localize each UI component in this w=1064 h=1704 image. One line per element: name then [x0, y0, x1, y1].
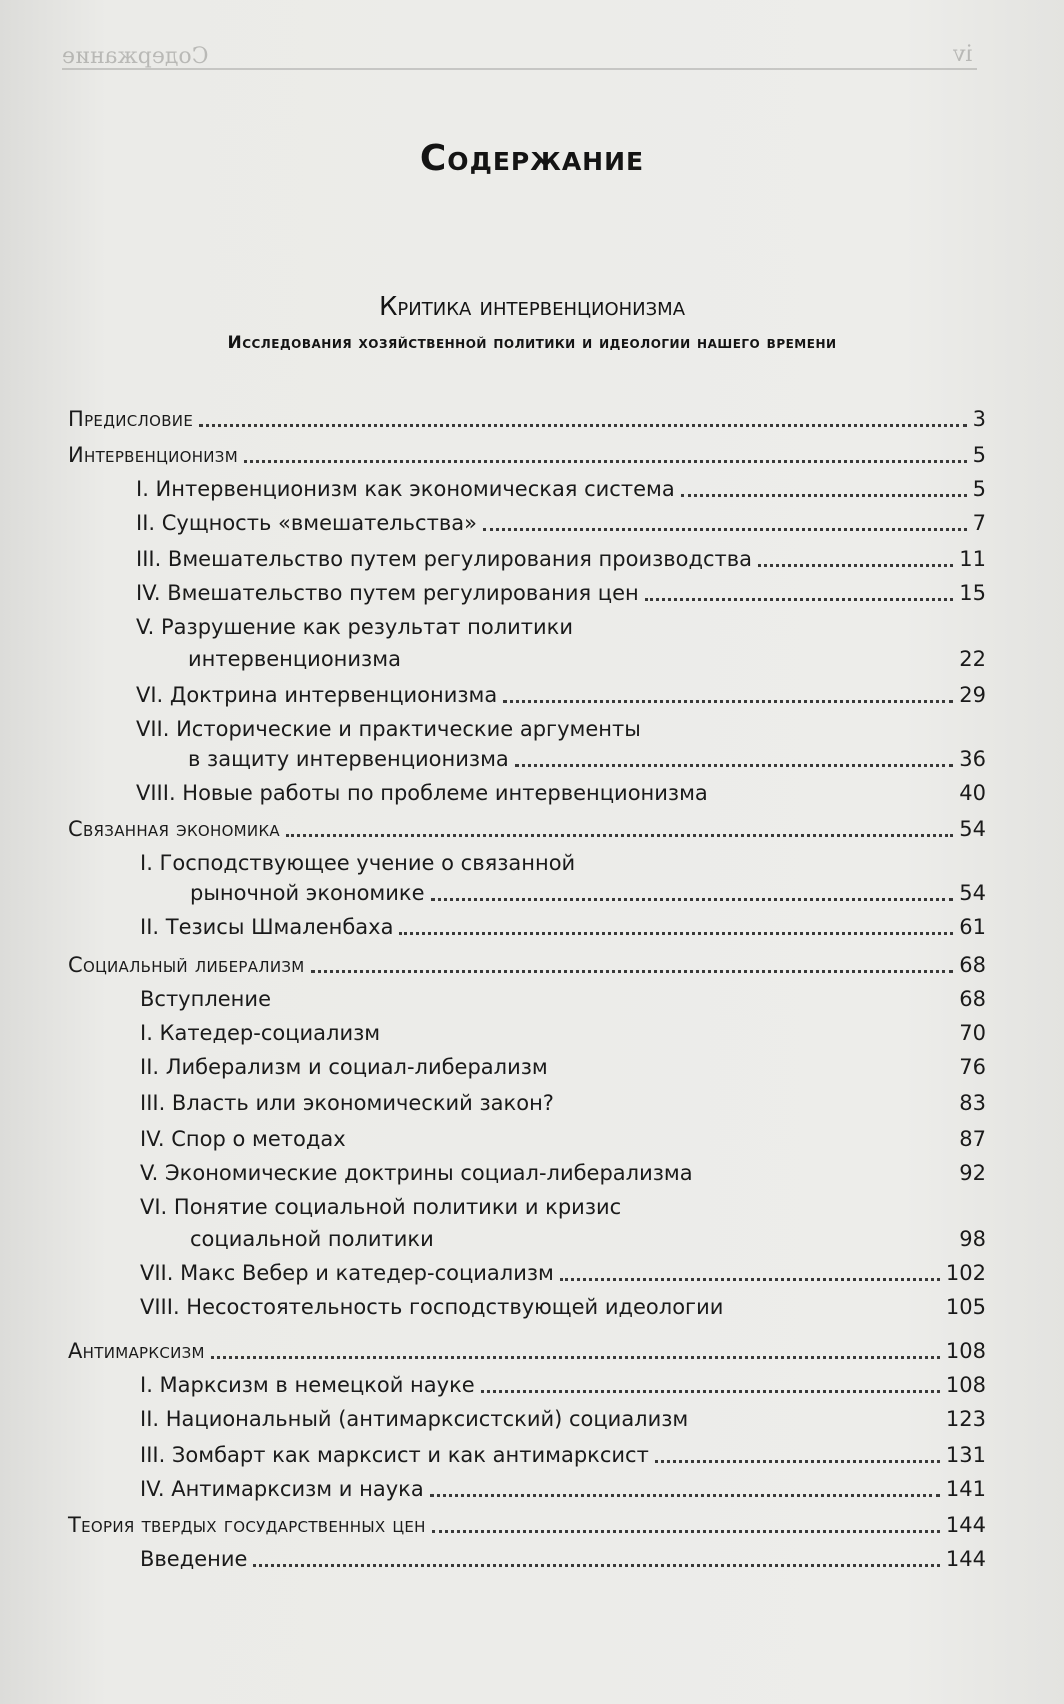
- toc-label: VIII. Новые работы по проблеме интервенционизма: [136, 781, 708, 805]
- toc-entry-first-line[interactable]: V. Разрушение как результат политики: [136, 615, 574, 639]
- dot-leader: [560, 1108, 953, 1111]
- toc-label: V. Экономические доктрины социал-либерализма: [140, 1161, 693, 1185]
- bleed-through-header: Содержание: [62, 44, 209, 69]
- bleed-through-page-number: iv: [952, 42, 972, 67]
- toc-label: интервенционизма: [188, 647, 401, 671]
- toc-label: социальной политики: [190, 1227, 434, 1251]
- dot-leader: [481, 1390, 940, 1393]
- toc-entry[interactable]: [140, 1156, 986, 1186]
- dot-leader: [503, 700, 953, 703]
- dot-leader: [560, 1278, 940, 1281]
- toc-page: 123: [945, 1407, 986, 1431]
- toc-entry[interactable]: [140, 1438, 986, 1468]
- toc-entry[interactable]: [188, 742, 986, 772]
- toc-label: I. Марксизм в немецкой науке: [140, 1373, 475, 1397]
- toc-page: 144: [945, 1513, 986, 1537]
- toc-entry[interactable]: [140, 1472, 986, 1502]
- toc-entry[interactable]: [140, 1050, 986, 1080]
- toc-entry-social-liberalism[interactable]: [68, 948, 986, 978]
- dot-leader: [430, 1494, 940, 1497]
- dot-leader: [386, 1038, 953, 1041]
- dot-leader: [199, 424, 967, 427]
- toc-entry[interactable]: [136, 576, 986, 606]
- dot-leader: [432, 1530, 940, 1533]
- toc-entry[interactable]: [140, 1368, 986, 1398]
- toc-page: 5: [972, 443, 986, 467]
- toc-entry[interactable]: [136, 506, 986, 536]
- toc-page: 29: [959, 683, 986, 707]
- toc-page: 92: [959, 1161, 986, 1185]
- toc-label: Социальный либерализм: [68, 953, 305, 977]
- book-title: Критика интервенционизма: [378, 292, 686, 322]
- toc-label: VII. Макс Вебер и катедер-социализм: [140, 1261, 554, 1285]
- toc-page: 141: [945, 1477, 986, 1501]
- dot-leader: [655, 1460, 940, 1463]
- toc-entry-antimarxism[interactable]: [68, 1334, 986, 1364]
- dot-leader: [277, 1004, 953, 1007]
- toc-label: VI. Доктрина интервенционизма: [136, 683, 498, 707]
- toc-page: 70: [959, 1021, 986, 1045]
- toc-label: рыночной экономике: [190, 881, 425, 905]
- toc-entry[interactable]: [136, 472, 986, 502]
- toc-label: Предисловие: [68, 407, 194, 431]
- toc-entry[interactable]: [140, 1016, 986, 1046]
- toc-entry[interactable]: [136, 678, 986, 708]
- toc-page: 5: [972, 477, 986, 501]
- toc-label: Связанная экономика: [68, 817, 280, 841]
- toc-page: 108: [945, 1339, 986, 1363]
- toc-page: 40: [959, 781, 986, 805]
- toc-entry[interactable]: [140, 1290, 986, 1320]
- toc-page: 131: [945, 1443, 986, 1467]
- toc-page: 102: [945, 1261, 986, 1285]
- dot-leader: [407, 664, 953, 667]
- toc-entry[interactable]: [140, 1542, 986, 1572]
- toc-label: III. Власть или экономический закон?: [140, 1091, 554, 1115]
- page-title: Содержание: [419, 138, 645, 179]
- dot-leader: [554, 1072, 954, 1075]
- toc-page: 108: [945, 1373, 986, 1397]
- toc-page: 3: [972, 407, 986, 431]
- toc-entry[interactable]: [190, 1222, 986, 1252]
- dot-leader: [645, 598, 954, 601]
- toc-page: 68: [959, 953, 986, 977]
- toc-page: 36: [959, 747, 986, 771]
- toc-label: Вступление: [140, 987, 271, 1011]
- dot-leader: [694, 1424, 940, 1427]
- toc-entry-first-line[interactable]: VII. Исторические и практические аргументы: [136, 717, 641, 741]
- toc-entry[interactable]: [188, 642, 986, 672]
- dot-leader: [311, 970, 954, 973]
- toc-entry[interactable]: [136, 542, 986, 572]
- toc-page: 87: [959, 1127, 986, 1151]
- toc-label: Теория твердых государственных цен: [68, 1513, 426, 1537]
- toc-label: II. Национальный (антимарксистский) социализм: [140, 1407, 689, 1431]
- toc-entry[interactable]: [190, 876, 986, 906]
- dot-leader: [681, 494, 967, 497]
- dot-leader: [729, 1312, 940, 1315]
- toc-entry[interactable]: [136, 776, 986, 806]
- toc-page: 76: [959, 1055, 986, 1079]
- toc-entry[interactable]: [140, 1256, 986, 1286]
- dot-leader: [253, 1564, 939, 1567]
- dot-leader: [714, 798, 953, 801]
- toc-entry-interventionism[interactable]: [68, 438, 986, 468]
- toc-label: Антимарксизм: [68, 1339, 205, 1363]
- toc-label: VIII. Несостоятельность господствующей идеологии: [140, 1295, 724, 1319]
- toc-label: IV. Антимарксизм и наука: [140, 1477, 424, 1501]
- bleed-through-rule: [62, 68, 977, 70]
- toc-entry[interactable]: [140, 982, 986, 1012]
- toc-page: 98: [959, 1227, 986, 1251]
- book-subtitle: Исследования хозяйственной политики и идеологии нашего времени: [227, 333, 837, 353]
- dot-leader: [483, 528, 967, 531]
- toc-page: 11: [959, 547, 986, 571]
- toc-page: 7: [972, 511, 986, 535]
- dot-leader: [515, 764, 953, 767]
- toc-entry[interactable]: [140, 1122, 986, 1152]
- toc-label: II. Либерализм и социал-либерализм: [140, 1055, 548, 1079]
- dot-leader: [758, 564, 953, 567]
- toc-entry-fixed-prices[interactable]: [68, 1508, 986, 1538]
- toc-entry-first-line[interactable]: VI. Понятие социальной политики и кризис: [140, 1195, 622, 1219]
- dot-leader: [244, 460, 967, 463]
- toc-label: в защиту интервенционизма: [188, 747, 509, 771]
- toc-entry[interactable]: [140, 910, 986, 940]
- toc-entry-bound-economy[interactable]: [68, 812, 986, 842]
- toc-label: IV. Вмешательство путем регулирования цен: [136, 581, 639, 605]
- toc-entry[interactable]: [140, 1402, 986, 1432]
- toc-label: III. Вмешательство путем регулирования производства: [136, 547, 753, 571]
- toc-label: Введение: [140, 1547, 248, 1571]
- toc-page: 144: [945, 1547, 986, 1571]
- toc-label: I. Катедер-социализм: [140, 1021, 381, 1045]
- toc-label: III. Зомбарт как марксист и как антимарксист: [140, 1443, 649, 1467]
- toc-page: 22: [959, 647, 986, 671]
- toc-page: 54: [959, 817, 986, 841]
- toc-entry-first-line[interactable]: I. Господствующее учение о связанной: [140, 851, 576, 875]
- toc-page: 68: [959, 987, 986, 1011]
- toc-label: Интервенционизм: [68, 443, 238, 467]
- toc-label: II. Тезисы Шмаленбаха: [140, 915, 394, 939]
- dot-leader: [440, 1244, 953, 1247]
- toc-page: 61: [959, 915, 986, 939]
- dot-leader: [211, 1356, 940, 1359]
- toc-label: I. Интервенционизм как экономическая система: [136, 477, 675, 501]
- toc-page: 54: [959, 881, 986, 905]
- dot-leader: [431, 898, 954, 901]
- dot-leader: [286, 834, 953, 837]
- toc-entry[interactable]: [140, 1086, 986, 1116]
- toc-label: II. Сущность «вмешательства»: [136, 511, 477, 535]
- dot-leader: [352, 1144, 954, 1147]
- toc-page: 15: [959, 581, 986, 605]
- dot-leader: [399, 932, 953, 935]
- toc-entry-preface[interactable]: [68, 402, 986, 432]
- toc-page: 105: [945, 1295, 986, 1319]
- dot-leader: [699, 1178, 954, 1181]
- toc-label: IV. Спор о методах: [140, 1127, 346, 1151]
- toc-page: 83: [959, 1091, 986, 1115]
